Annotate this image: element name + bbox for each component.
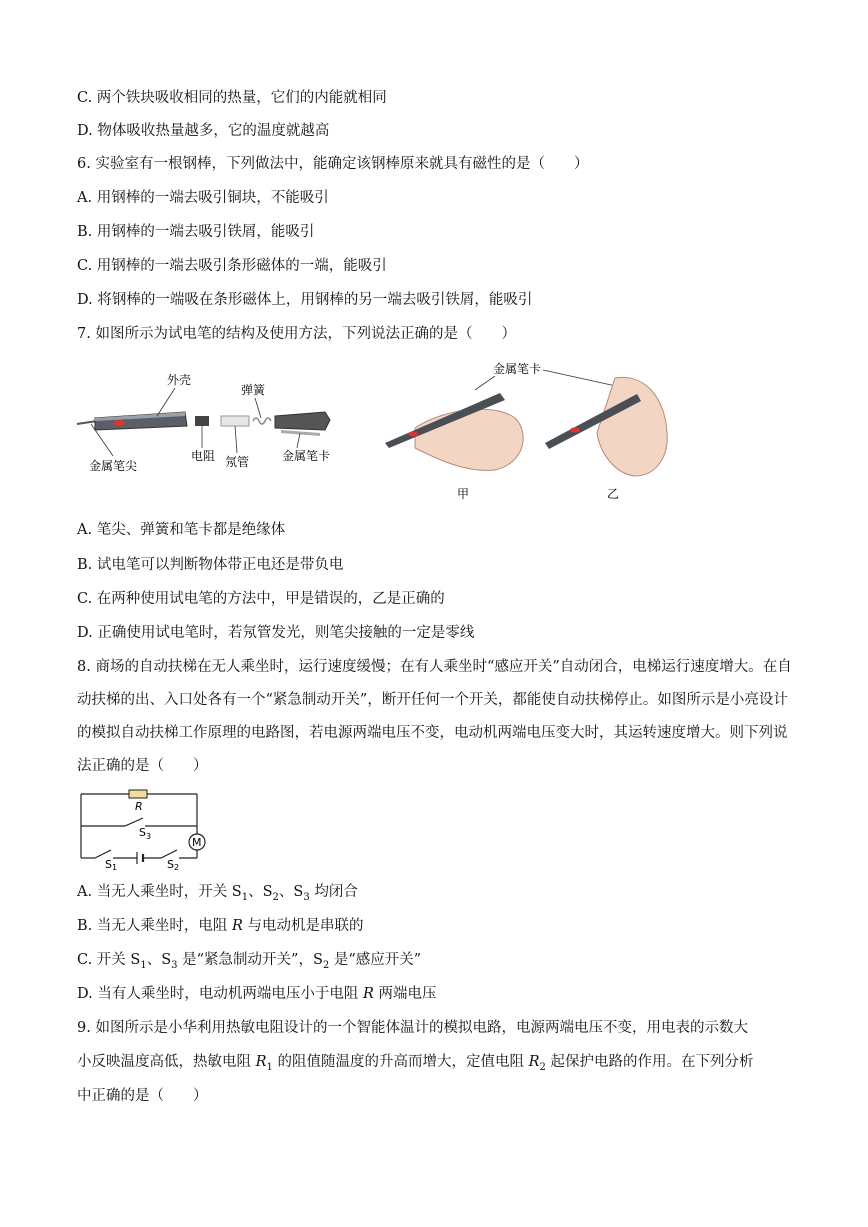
- hand-yi: [597, 377, 667, 476]
- q9-stem-line2: 小反映温度高低，热敏电阻 $R_1$ 的阻值随温度的升高而增大，定值电阻 $R_2$ 起保护电路的作用。在下列分析: [77, 1054, 754, 1073]
- q8-stem: 8. 商场的自动扶梯在无人乘坐时，运行速度缓慢；在有人乘坐时“感应开关”自动闭合，电梯运行速度增大。在自动扶梯的出、入口处各有一个“紧急制动开关”，断开任何一个开关，都能使自动扶梯停止。如图所示是小亮设计的模拟自动扶梯工作原理的电路图，若电源两端电压不变，电动机两端电压变大时，其运转速度增大。则下列说法正确的是（ ）: [77, 659, 792, 774]
- q5-option-c: C. 两个铁块吸收相同的热量，它们的内能就相同: [77, 90, 387, 106]
- q6-option-a: A. 用钢棒的一端去吸引铜块，不能吸引: [77, 190, 329, 206]
- label-resistor: 电阻: [191, 449, 216, 463]
- switch-s2-label: S: [167, 858, 174, 870]
- label-clip-2: 金属笔卡: [493, 362, 542, 376]
- switch-s2-sub: 2: [174, 863, 180, 870]
- q5-option-d: D. 物体吸收热量越多，它的温度就越高: [77, 123, 330, 139]
- q9-stem-line3: 中正确的是（ ）: [77, 1088, 208, 1104]
- q6-option-b: B. 用钢棒的一端去吸引铁屑，能吸引: [77, 224, 315, 240]
- q7-option-c: C. 在两种使用试电笔的方法中，甲是错误的，乙是正确的: [77, 591, 445, 607]
- q7-stem: 7. 如图所示为试电笔的结构及使用方法，下列说法正确的是（ ）: [77, 326, 516, 342]
- label-yi: 乙: [607, 487, 620, 501]
- pen-tip-line: [77, 421, 97, 424]
- resistor-r: [129, 790, 147, 798]
- q7-option-a: A. 笔尖、弹簧和笔卡都是绝缘体: [77, 522, 286, 538]
- escalator-circuit: [77, 786, 217, 870]
- motor-label: M: [192, 836, 202, 849]
- q8-option-a: A. 当无人乘坐时，开关 $S_1$、$S_2$、$S_3$ 均闭合: [77, 884, 358, 903]
- q6-stem: 6. 实验室有一根钢棒，下列做法中，能确定该钢棒原来就具有磁性的是（ ）: [77, 156, 589, 172]
- resistor-part: [195, 416, 209, 426]
- metal-clip: [281, 430, 320, 436]
- label-shell: 外壳: [167, 373, 192, 387]
- label-tip: 金属笔尖: [89, 459, 138, 473]
- q6-option-d: D. 将钢棒的一端吸在条形磁体上，用钢棒的另一端去吸引铁屑，能吸引: [77, 292, 533, 308]
- resistor-label: R: [135, 800, 143, 813]
- switch-s3-label: S: [139, 826, 146, 839]
- q7-option-d: D. 正确使用试电笔时，若氖管发光，则笔尖接触的一定是零线: [77, 625, 475, 641]
- q7-option-b: B. 试电笔可以判断物体带正电还是带负电: [77, 557, 344, 573]
- label-spring: 弹簧: [241, 383, 266, 397]
- q9-stem-line1: 9. 如图所示是小华利用热敏电阻设计的一个智能体温计的模拟电路，电源两端电压不变，用电表的示数大: [77, 1020, 748, 1036]
- q8-option-b: B. 当无人乘坐时，电阻 R 与电动机是串联的: [77, 918, 364, 934]
- test-pen-structure-figure: [75, 360, 375, 480]
- spring-part: [253, 418, 271, 424]
- switch-s1-label: S: [105, 858, 112, 870]
- label-jia: 甲: [457, 487, 470, 501]
- switch-s1-sub: 1: [112, 863, 118, 870]
- q8-option-c: C. 开关 $S_1$、$S_3$ 是“紧急制动开关”，$S_2$ 是“感应开关”: [77, 952, 422, 971]
- neon-tube-part: [221, 416, 249, 426]
- pen-window: [113, 420, 125, 426]
- label-clip: 金属笔卡: [282, 449, 331, 463]
- q8-option-d: D. 当有人乘坐时，电动机两端电压小于电阻 R 两端电压: [77, 986, 437, 1002]
- hand-jia: [415, 409, 523, 470]
- pen-cap: [275, 412, 330, 430]
- test-pen-usage-figure: [375, 358, 705, 503]
- label-neon: 氖管: [225, 455, 250, 469]
- q6-option-c: C. 用钢棒的一端去吸引条形磁体的一端，能吸引: [77, 258, 387, 274]
- switch-s3-sub: 3: [146, 832, 152, 841]
